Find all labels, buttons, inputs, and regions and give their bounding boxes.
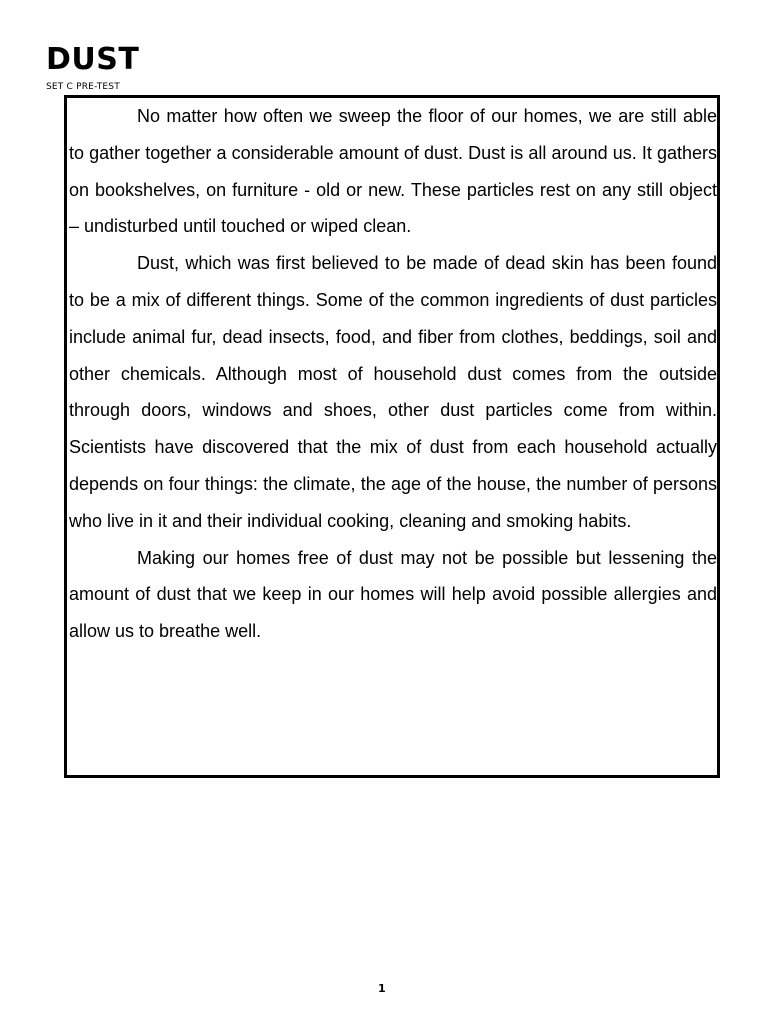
paragraph-3: Making our homes free of dust may not be possible but lessening the amount of dust that we keep in our homes will help avoid possible allergies and allow us to breathe well. [69, 547, 717, 642]
document-subtitle: SET C PRE-TEST [46, 82, 120, 92]
passage-text [67, 98, 717, 650]
paragraph-1: No matter how often we sweep the floor of our homes, we are still able to gather together a considerable amount of dust. Dust is all around us. It gathers on bookshelves, on furniture - old or new. These particles rest on any still object – undisturbed until touched or wiped clean. [69, 106, 717, 237]
passage-box [64, 95, 720, 778]
page-number: 1 [378, 982, 386, 995]
paragraph-2: Dust, which was first believed to be made of dead skin has been found to be a mix of different things. Some of the common ingredients of dust particles include animal fur, dead insects, food, and fiber from clothes, beddings, soil and other chemicals. Although most of household dust comes from the outside through doors, windows and shoes, other dust particles come from within. Scientists have discovered that the mix of dust from each household actually depends on four things: the climate, the age of the house, the number of persons who live in it and their individual cooking, cleaning and smoking habits. [69, 253, 717, 531]
document-title: DUST [46, 42, 140, 77]
